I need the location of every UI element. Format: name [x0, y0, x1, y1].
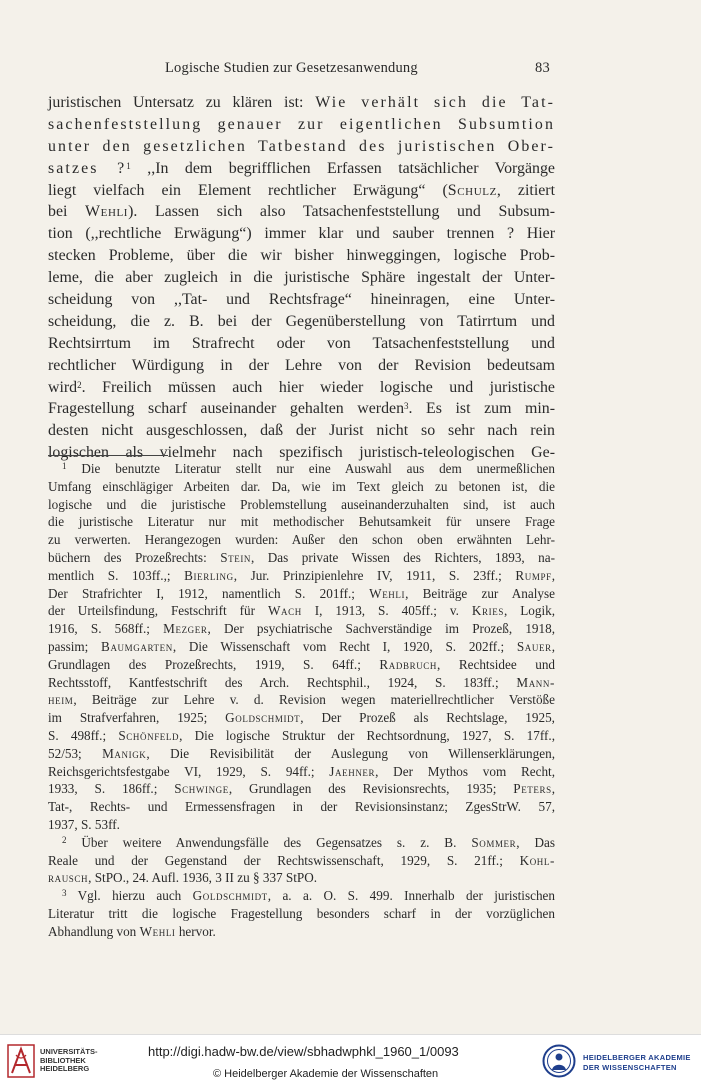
text-run: scheidung, die z. B. bei der Gegenüberstellung von Tatirrtum und: [48, 312, 555, 330]
text-run: , zitiert: [496, 181, 555, 199]
footnote-line: [48, 745, 555, 763]
author-name: Rumpf: [515, 567, 552, 583]
text-run: ,: [551, 567, 556, 583]
author-name: Schwinge: [174, 781, 229, 797]
text-run: ,: [551, 781, 555, 797]
footnote-line: [48, 923, 555, 941]
text-run: Fragestellung scharf auseinander gehalten werden: [48, 400, 405, 418]
text-run: Rechtsstoff, Kantfestschrift des Arch. Rechtsphil., 1924, S. 183ff.;: [48, 674, 517, 690]
text-run: . Freilich müssen auch hier wieder logische und juristische: [81, 378, 555, 396]
text-run: Reale und der Gegenstand der Rechtswissenschaft, 1929, S. 21ff.;: [48, 852, 520, 868]
text-run: im Strafverfahren, 1925;: [48, 710, 226, 726]
text-line: [48, 333, 555, 355]
footnote-line: [48, 656, 555, 674]
footnote-line: [48, 798, 555, 816]
text-run: , Rechtsidee und: [437, 656, 556, 672]
emphasized-text: Wie verhält sich die Tat-: [315, 94, 555, 111]
text-run: I, 1913, S. 405ff.; v.: [301, 603, 472, 619]
text-run: , Das private Wissen des Richters, 1893, na-: [251, 549, 555, 565]
text-run: ). Lassen sich also Tatsachenfeststellung und Subsum-: [128, 203, 555, 221]
university-library-name: [40, 1048, 98, 1074]
text-line: [48, 267, 555, 289]
text-line: [48, 201, 555, 223]
footnote-marker: 3: [404, 401, 409, 412]
author-name: Stein: [220, 549, 252, 565]
author-name: rausch: [48, 870, 89, 886]
text-run: , Logik,: [503, 603, 555, 619]
text-run: 1933, S. 186ff.;: [48, 781, 175, 797]
footnote-marker: 1: [62, 461, 67, 471]
author-name: heim: [48, 692, 74, 708]
text-run: mentlich S. 103ff.,;: [48, 567, 185, 583]
text-line: [48, 245, 555, 267]
text-run: juristischen Untersatz zu klären ist:: [48, 94, 316, 111]
academy-name: [583, 1053, 691, 1073]
footnote-line: [48, 567, 555, 585]
viewer-footer: [0, 1034, 701, 1087]
text-run: Der Strafrichter I, 1912, namentlich S. 201ff.;: [48, 585, 370, 601]
text-run: passim;: [48, 638, 102, 654]
author-name: Jaehner: [329, 763, 376, 779]
text-run: 52/53;: [48, 745, 103, 761]
author-name: Schulz: [447, 181, 497, 199]
text-run: Über weitere Anwendungsfälle des Gegensatzes s. z. B.: [66, 834, 472, 850]
author-name: Kries: [471, 603, 504, 619]
text-line: [48, 420, 555, 442]
text-run: S. 498ff.;: [48, 727, 119, 743]
footnote-line: [48, 834, 555, 852]
emphasized-text: unter den gesetzlichen Tatbestand des juristischen Ober-: [48, 137, 555, 155]
text-line: [48, 158, 555, 180]
author-name: Radbruch: [379, 656, 438, 672]
footnote-marker: 2: [77, 379, 82, 390]
text-run: Literatur tritt die logische Fragestellung besonders scharf in der vorzüglichen: [48, 905, 555, 921]
footnote-line: [48, 638, 555, 656]
footnote-marker: 1: [126, 160, 131, 171]
text-run: Umfang einschlägiger Arbeiten dar. Da, wie im Text gleich zu betonen ist, die: [48, 478, 555, 494]
emphasized-text: satzes ?: [48, 159, 127, 177]
author-name: Wehli: [85, 203, 129, 221]
footnote-line: [48, 780, 555, 798]
text-run: desten nicht ausgeschlossen, daß der Jurist nicht so sehr nach rein: [48, 422, 555, 440]
hadw-line-2: DER WISSENSCHAFTEN: [583, 1063, 677, 1072]
text-run: , Der psychiatrische Sachverständige im Prozeß, 1918,: [207, 621, 555, 637]
text-run: zu verwerten. Herangezogen wurden: Außer den schon oben erwähnten Lehr-: [48, 532, 555, 548]
text-run: stecken Probleme, über die wir bisher hinweggingen, logische Prob-: [48, 247, 555, 265]
text-run: 1916, S. 568ff.;: [48, 621, 164, 637]
author-name: Goldschmidt: [225, 710, 301, 726]
text-run: , a. a. O. S. 499. Innerhalb der juristischen: [267, 888, 556, 904]
text-line: [48, 92, 555, 114]
text-run: , StPO., 24. Aufl. 1936, 3 II zu § 337 StPO.: [88, 870, 318, 886]
text-run: hervor.: [175, 923, 216, 939]
text-run: , Der Mythos vom Recht,: [375, 763, 556, 779]
text-run: 1937, S. 53ff.: [48, 816, 120, 832]
footnote-line: [48, 691, 555, 709]
author-name: Manigk: [102, 745, 147, 761]
footnotes: [48, 460, 555, 941]
text-run: Tat-, Rechts- und Ermessensfragen in der Revisionsinstanz; ZgesStrW. 57,: [48, 799, 555, 815]
text-run: , Die Revisibilität der Auslegung von Willenserklärungen,: [146, 745, 555, 761]
footnote-separator: [48, 455, 168, 456]
author-name: Kohl-: [519, 852, 555, 868]
author-name: Goldschmidt: [192, 888, 268, 904]
emphasized-text: sachenfeststellung genauer zur eigentlichen Subsumtion: [48, 115, 555, 133]
footnote-line: [48, 478, 555, 496]
hadw-line-1: HEIDELBERGER AKADEMIE: [583, 1053, 691, 1062]
academy-seal-icon: [542, 1044, 576, 1078]
permalink[interactable]: http://digi.hadw-bw.de/view/sbhadwphkl_1960_1/0093: [148, 1044, 459, 1059]
footnote-line: [48, 674, 555, 692]
copyright-notice: © Heidelberger Akademie der Wissenschaften: [213, 1068, 439, 1080]
text-run: , Grundlagen des Revisionsrechts, 1935;: [228, 781, 514, 797]
text-line: [48, 289, 555, 311]
footnote-line: [48, 513, 555, 531]
footnote-line: [48, 727, 555, 745]
main-text: [48, 92, 555, 464]
text-line: [48, 311, 555, 333]
text-run: die juristische Literatur nur mit methodischer Behutsamkeit für unsere Frage: [48, 514, 555, 530]
text-run: Grundlagen des Prozeßrechts, 1919, S. 64ff.;: [48, 656, 380, 672]
text-run: Abhandlung von: [48, 923, 140, 939]
author-name: Sauer: [516, 638, 552, 654]
footnote-line: [48, 905, 555, 923]
text-run: , Die logische Struktur der Rechtsordnung, 1927, S. 17ff.,: [179, 727, 555, 743]
footnote-line: [48, 887, 555, 905]
footnote-line: [48, 852, 555, 870]
footnote-line: [48, 620, 555, 638]
author-name: Wehli: [139, 923, 176, 939]
footnote-marker: 3: [62, 888, 67, 899]
text-run: rechtlicher Würdigung in der Lehre von der Revision bedeutsam: [48, 356, 555, 374]
author-name: Baumgarten: [101, 638, 173, 654]
text-run: , Der Prozeß als Rechtslage, 1925,: [300, 710, 555, 726]
text-line: [48, 398, 555, 420]
footnote-line: [48, 763, 555, 781]
text-run: tion (,,rechtliche Erwägung“) immer klar und sauber trennen ? Hier: [48, 225, 555, 243]
footnote-line: [48, 602, 555, 620]
text-run: logische und die juristische Problemstellung auseinanderzuhalten sind, ist auch: [48, 496, 555, 512]
footnote-line: [48, 531, 555, 549]
university-library-logo-icon: [6, 1043, 36, 1079]
footnote-line: [48, 869, 555, 887]
footnote-line: [48, 816, 555, 834]
page-number: 83: [535, 60, 550, 76]
footnote-line: [48, 496, 555, 514]
text-run: , Jur. Prinzipienlehre IV, 1911, S. 23ff.;: [233, 567, 516, 583]
text-run: Reichsgerichtsfestgabe VI, 1929, S. 94ff.;: [48, 763, 330, 779]
text-run: liegt vielfach ein Element rechtlicher Erwägung“ (: [48, 181, 448, 199]
author-name: Wach: [267, 603, 302, 619]
text-run: bei: [48, 203, 86, 221]
text-run: , Das: [516, 834, 555, 850]
text-run: Vgl. hierzu auch: [66, 888, 193, 904]
footnote-marker: 2: [62, 834, 67, 845]
text-run: . Es ist zum min-: [408, 400, 556, 418]
author-name: Peters: [513, 781, 552, 797]
author-name: Schönfeld: [118, 727, 180, 743]
ub-line-2: BIBLIOTHEK: [40, 1055, 86, 1065]
author-name: Mezger: [163, 621, 208, 637]
text-run: logischen als vielmehr nach spezifisch juristisch-teleologischen Ge-: [48, 444, 555, 462]
author-name: Wehli: [369, 585, 406, 601]
text-run: scheidung von ,,Tat- und Rechtsfrage“ hineinragen, eine Unter-: [48, 291, 555, 309]
author-name: Sommer: [471, 834, 517, 850]
footnote-line: [48, 585, 555, 603]
text-run: Die benutzte Literatur stellt nur eine Auswahl aus dem unermeßlichen: [66, 461, 555, 476]
text-run: leme, die aber zugleich in die juristische Sphäre ingestalt der Unter-: [48, 269, 555, 287]
author-name: Mann-: [516, 674, 555, 690]
text-run: büchern des Prozeßrechts:: [48, 549, 221, 565]
text-run: wird: [48, 378, 78, 396]
text-line: [48, 136, 555, 158]
text-line: [48, 223, 555, 245]
footnote-line: [48, 709, 555, 727]
text-run: , Beiträge zur Analyse: [405, 585, 556, 601]
text-run: Rechtsirrtum im Strafrecht oder von Tatsachenfeststellung und: [48, 334, 555, 352]
text-line: [48, 180, 555, 202]
text-run: ,,In dem begrifflichen Erfassen tatsächlicher Vorgänge: [130, 159, 555, 177]
footnote-line: [48, 549, 555, 567]
text-run: der Urteilsfindung, Festschrift für: [48, 603, 268, 619]
text-run: , Beiträge zur Lehre v. d. Revision wegen materiellrechtlicher Verstöße: [73, 692, 555, 708]
text-run: , Die Wissenschaft vom Recht I, 1920, S. 202ff.;: [172, 638, 517, 654]
running-head-title: Logische Studien zur Gesetzesanwendung: [165, 60, 418, 76]
text-line: [48, 355, 555, 377]
ub-line-1: UNIVERSITÄTS-: [40, 1047, 98, 1056]
ub-line-3: HEIDELBERG: [40, 1064, 90, 1073]
footnote-line: [48, 460, 555, 478]
author-name: Bierling: [184, 567, 234, 583]
text-line: [48, 377, 555, 399]
text-line: [48, 114, 555, 136]
text-run: ,: [551, 638, 555, 654]
